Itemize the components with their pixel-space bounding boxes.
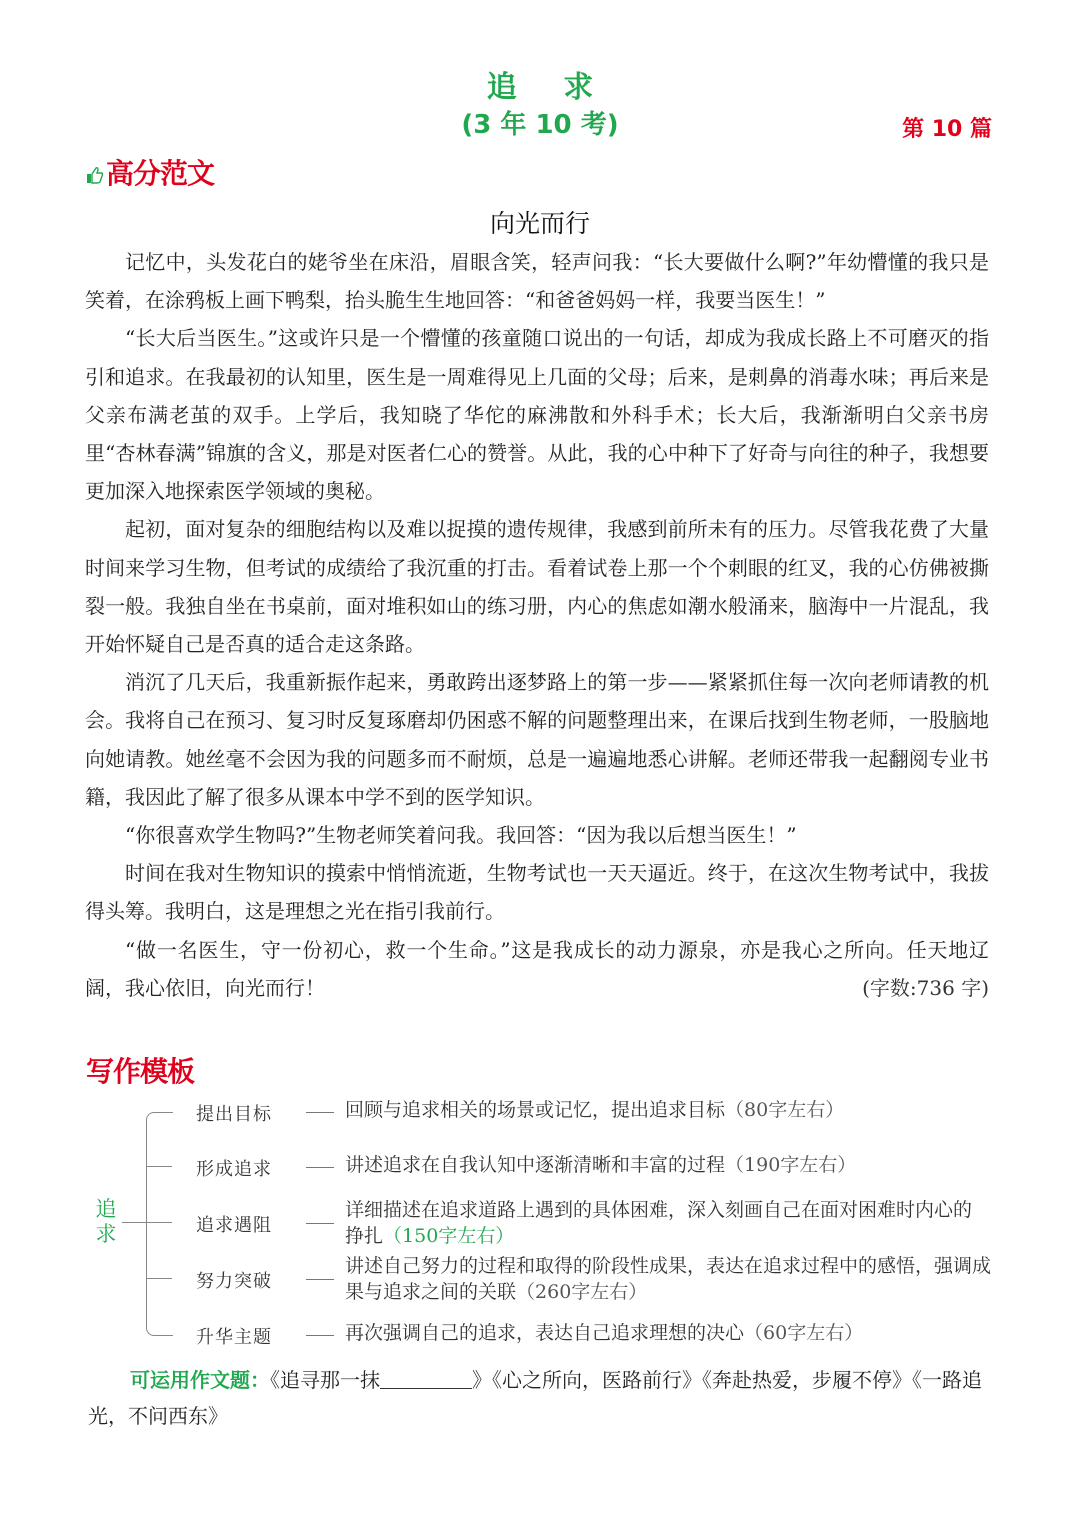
essay-paragraph: 记忆中，头发花白的姥爷坐在床沿，眉眼含笑，轻声问我：“长大要做什么啊?”年幼懵懂的我只是笑着，在涂鸦板上画下鸭梨，抬头脆生生地回答：“和爸爸妈妈一样，我要当医生！” xyxy=(85,250,989,313)
essay-body xyxy=(85,243,989,1007)
branch-tick xyxy=(146,1222,172,1223)
sample-essay-heading xyxy=(86,152,214,192)
template-root: 追求 xyxy=(95,1197,117,1246)
topic-list: 《心之所向，医路前行》《奔赴热爱，步履不停》《一路追光，不问西东》 xyxy=(88,1368,982,1428)
essay-title: 向光而行 xyxy=(489,209,590,238)
writing-template-diagram xyxy=(0,1090,1080,1350)
usable-topics-label: 可运用作文题： xyxy=(130,1368,270,1392)
stage-dash xyxy=(306,1223,334,1224)
template-desc: 再次强调自己的追求，表达自己追求理想的决心（60字左右） xyxy=(345,1322,864,1344)
template-desc: 讲述自己努力的过程和取得的阶段性成果，表达在追求过程中的感悟，强调成果与追求之间的关联（260字左右） xyxy=(345,1255,992,1303)
topic-text: 》 xyxy=(472,1368,492,1392)
stage-dash xyxy=(306,1167,334,1168)
topic-title: 追 求 xyxy=(486,70,612,105)
template-stage: 形成追求 xyxy=(196,1159,272,1180)
usable-topics xyxy=(88,1362,988,1434)
template-stage: 追求遇阻 xyxy=(196,1215,272,1236)
stage-dash xyxy=(306,1112,334,1113)
branch-tick xyxy=(146,1278,172,1279)
template-stage: 提出目标 xyxy=(196,1104,272,1125)
fill-blank xyxy=(380,1368,472,1389)
topic-text: 《追寻那一抹 xyxy=(270,1368,380,1392)
essay-paragraph: 起初，面对复杂的细胞结构以及难以捉摸的遗传规律，我感到前所未有的压力。尽管我花费了大量时间来学习生物，但考试的成绩给了我沉重的打击。看着试卷上那一个个刺眼的红叉，我的心仿佛被撕裂一般。我独自坐在书桌前，面对堆积如山的练习册，内心的焦虑如潮水般涌来，脑海中一片混乱，我开始怀疑自己是否真的适合走这条路。 xyxy=(85,517,989,657)
word-count: (字数:736 字) xyxy=(862,975,989,1000)
branch-tick xyxy=(146,1166,172,1167)
essay-paragraph: 时间在我对生物知识的摸索中悄悄流逝，生物考试也一天天逼近。终于，在这次生物考试中，我拔得头筹。我明白，这是理想之光在指引我前行。 xyxy=(85,861,989,924)
template-bracket xyxy=(146,1112,173,1336)
essay-paragraph-last xyxy=(85,931,989,1007)
template-desc: 详细描述在追求道路上遇到的具体困难，深入刻画自己在面对困难时内心的挣扎（150字左右） xyxy=(345,1199,973,1247)
stage-dash xyxy=(306,1335,334,1336)
template-desc: 回顾与追求相关的场景或记忆，提出追求目标（80字左右） xyxy=(345,1099,845,1121)
template-desc: 讲述追求在自我认知中逐渐清晰和丰富的过程（190字左右） xyxy=(345,1154,857,1176)
template-stage: 升华主题 xyxy=(196,1327,272,1348)
stage-dash xyxy=(306,1279,334,1280)
exam-frequency: (3 年 10 考) xyxy=(461,110,619,140)
essay-paragraph: “你很喜欢学生物吗?”生物老师笑着问我。我回答：“因为我以后想当医生！” xyxy=(125,823,797,848)
template-stage: 努力突破 xyxy=(196,1271,272,1292)
root-connector xyxy=(122,1222,146,1223)
essay-paragraph: “长大后当医生。”这或许只是一个懵懂的孩童随口说出的一句话，却成为我成长路上不可磨灭的指引和追求。在我最初的认知里，医生是一周难得见上几面的父母；后来，是刺鼻的消毒水味；再后来是父亲布满老茧的双手。上学后，我知晓了华佗的麻沸散和外科手术；长大后，我渐渐明白父亲书房里“杏林春满”锦旗的含义，那是对医者仁心的赞誉。从此，我的心中种下了好奇与向往的种子，我想要更加深入地探索医学领域的奥秘。 xyxy=(85,326,989,504)
essay-paragraph-text: “做一名医生，守一份初心，救一个生命。”这是我成长的动力源泉，亦是我心之所向。任天地辽阔，我心依旧，向光而行！ xyxy=(85,937,989,1000)
sample-essay-label: 高分范文 xyxy=(106,157,215,190)
essay-paragraph: 消沉了几天后，我重新振作起来，勇敢跨出逐梦路上的第一步——紧紧抓住每一次向老师请教的机会。我将自己在预习、复习时反复琢磨却仍困惑不解的问题整理出来，在课后找到生物老师，一股脑地向她请教。她丝毫不会因为我的问题多而不耐烦，总是一遍遍地悉心讲解。老师还带我一起翻阅专业书籍，我因此了解了很多从课本中学不到的医学知识。 xyxy=(85,670,989,809)
piece-number: 第 10 篇 xyxy=(902,117,992,142)
template-heading: 写作模板 xyxy=(86,1055,195,1088)
thumbs-up-icon xyxy=(86,166,104,184)
